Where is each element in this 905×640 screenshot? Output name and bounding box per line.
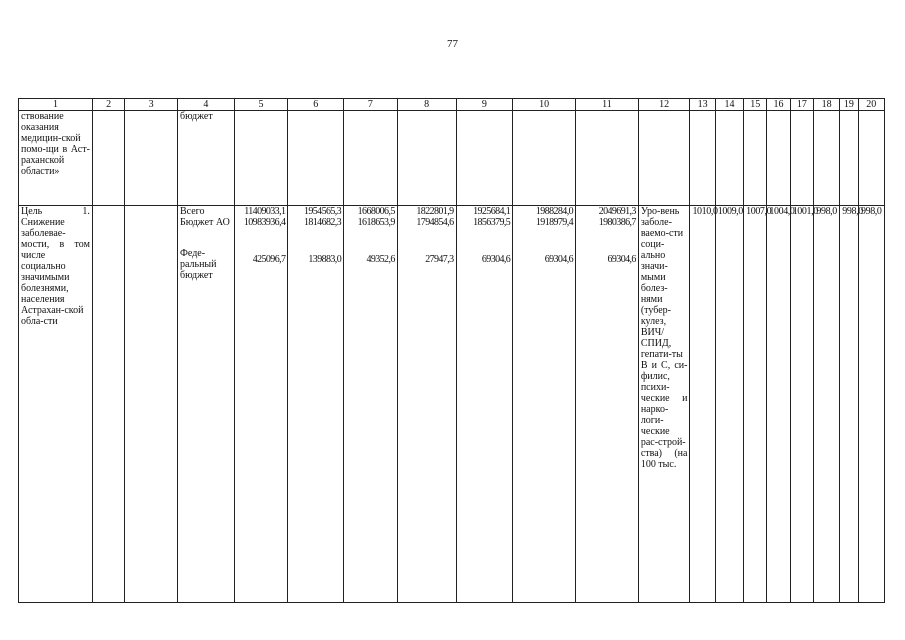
col-header: 1: [19, 99, 93, 111]
indicator-value: 1009,0: [715, 206, 743, 603]
goal-text: Цель 1. Снижение заболевае-мости, в том числе социально значимыми болезнями, населения Астрахан-ской обла-сти: [19, 206, 93, 603]
value-cell: 1822801,9 1794854,6 27947,3: [397, 206, 456, 603]
source-total: Всего: [180, 206, 205, 217]
col-header: 8: [397, 99, 456, 111]
indicator-value: 1004,0: [767, 206, 790, 603]
table-row: [19, 206, 885, 603]
col-header: 19: [840, 99, 858, 111]
row1-title: ствование оказания медицин-ской помо-щи в Аст-раханской области»: [19, 111, 93, 206]
col-header: 9: [456, 99, 513, 111]
col-header: 17: [790, 99, 813, 111]
col-header: 10: [513, 99, 576, 111]
indicator-value: 998,0: [813, 206, 839, 603]
col-header: 3: [125, 99, 178, 111]
source-regional: Бюджет АО: [180, 217, 230, 228]
col-header: 13: [690, 99, 715, 111]
value-cell: 11409033,1 10983936,4 425096,7: [234, 206, 288, 603]
indicator-value: 1001,0: [790, 206, 813, 603]
col-header: 11: [576, 99, 639, 111]
col-header: 14: [715, 99, 743, 111]
row1-source: бюджет: [178, 111, 235, 206]
col-header: 18: [813, 99, 839, 111]
value-cell: 2049691,3 1980386,7 69304,6: [576, 206, 639, 603]
value-cell: 1954565,3 1814682,3 139883,0: [288, 206, 344, 603]
funding-source-cell: [178, 206, 235, 603]
header-row: [19, 99, 885, 111]
program-table: [18, 98, 885, 603]
col-header: 20: [858, 99, 884, 111]
col-header: 15: [744, 99, 767, 111]
value-cell: 1925684,1 1856379,5 69304,6: [456, 206, 513, 603]
col-header: 12: [638, 99, 690, 111]
indicator-value: 998,0: [840, 206, 858, 603]
table-row: [19, 111, 885, 206]
col-header: 16: [767, 99, 790, 111]
indicator-value: 1007,0: [744, 206, 767, 603]
col-header: 2: [92, 99, 124, 111]
col-header: 5: [234, 99, 288, 111]
value-cell: 1988284,0 1918979,4 69304,6: [513, 206, 576, 603]
indicator-value: 998,0: [858, 206, 884, 603]
col-header: 4: [178, 99, 235, 111]
indicator-value: 1010,0: [690, 206, 715, 603]
page-number: 77: [447, 38, 458, 50]
indicator-description: Уро-вень заболе-ваемо-сти соци-ально значи-мыми болез-нями (тубер-кулез, ВИЧ/ СПИД, гепати-ты В и С, си-филис, психи-ческие и нарко-логи-ческие рас-строй-ства) (на 100 тыс.: [638, 206, 690, 603]
col-header: 7: [344, 99, 398, 111]
source-federal: Феде-ральный бюджет: [180, 248, 217, 281]
value-cell: 1668006,5 1618653,9 49352,6: [344, 206, 398, 603]
col-header: 6: [288, 99, 344, 111]
